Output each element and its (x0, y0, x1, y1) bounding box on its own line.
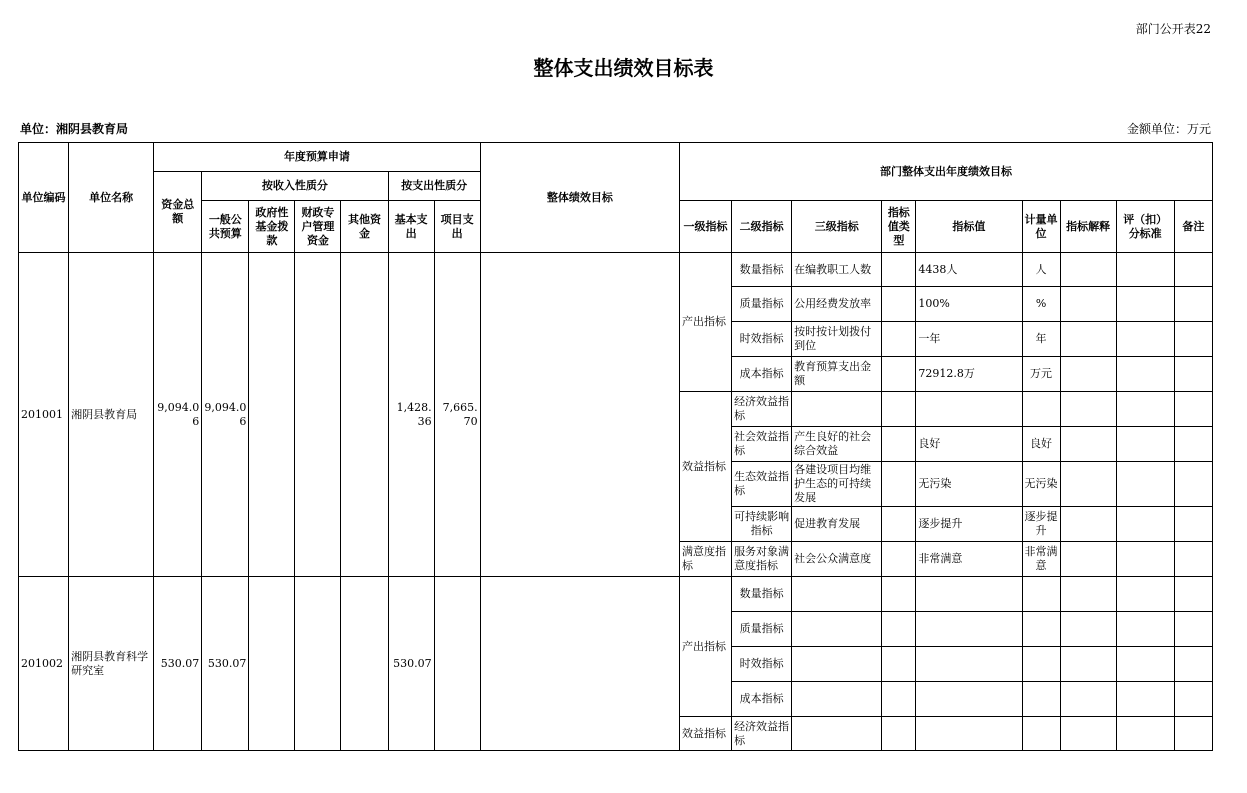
remarks-cell (1174, 392, 1212, 427)
money-unit-label: 金额单位：万元 (1126, 122, 1211, 136)
measure-unit-cell (1022, 647, 1060, 682)
unit-code-cell: 201001 (19, 253, 69, 577)
measure-unit-cell: 无污染 (1022, 462, 1060, 507)
measure-unit-cell (1022, 612, 1060, 647)
project-expense-cell (434, 577, 480, 751)
level2-cell: 成本指标 (732, 357, 792, 392)
scoring-cell (1116, 507, 1174, 542)
header-level1: 一级指标 (679, 201, 731, 253)
level2-cell: 经济效益指标 (732, 392, 792, 427)
level3-cell: 各建设项目均维护生态的可持续发展 (792, 462, 882, 507)
header-remarks: 备注 (1174, 201, 1212, 253)
scoring-cell (1116, 253, 1174, 287)
explanation-cell (1060, 427, 1116, 462)
total-funds-cell: 9,094.06 (154, 253, 202, 577)
gov-fund-cell (249, 253, 295, 577)
value-type-cell (882, 357, 916, 392)
value-type-cell (882, 507, 916, 542)
scoring-cell (1116, 322, 1174, 357)
unit-name-cell: 湘阴县教育局 (69, 253, 154, 577)
general-budget-cell: 9,094.06 (202, 253, 249, 577)
remarks-cell (1174, 357, 1212, 392)
basic-expense-cell: 530.07 (388, 577, 434, 751)
value-type-cell (882, 322, 916, 357)
remarks-cell (1174, 507, 1212, 542)
indicator-value-cell: 无污染 (916, 462, 1022, 507)
project-expense-cell: 7,665.70 (434, 253, 480, 577)
remarks-cell (1174, 427, 1212, 462)
measure-unit-cell: 人 (1022, 253, 1060, 287)
indicator-value-cell (916, 647, 1022, 682)
scoring-cell (1116, 427, 1174, 462)
measure-unit-cell: 良好 (1022, 427, 1060, 462)
header-level3: 三级指标 (792, 201, 882, 253)
indicator-value-cell: 4438人 (916, 253, 1022, 287)
scoring-cell (1116, 287, 1174, 322)
header-dept-target: 部门整体支出年度绩效目标 (679, 143, 1212, 201)
header-by-expense: 按支出性质分 (388, 172, 480, 201)
indicator-value-cell (916, 392, 1022, 427)
header-project-expense: 项目支出 (434, 201, 480, 253)
measure-unit-cell: 非常满意 (1022, 542, 1060, 577)
level2-cell: 成本指标 (732, 682, 792, 717)
header-indicator-value: 指标值 (916, 201, 1022, 253)
level3-cell: 在编教职工人数 (792, 253, 882, 287)
level3-cell (792, 682, 882, 717)
explanation-cell (1060, 253, 1116, 287)
header-annual-budget: 年度预算申请 (154, 143, 480, 172)
scoring-cell (1116, 717, 1174, 751)
level2-cell: 数量指标 (732, 253, 792, 287)
level3-cell (792, 612, 882, 647)
remarks-cell (1174, 462, 1212, 507)
other-funds-cell (341, 253, 388, 577)
header-by-income: 按收入性质分 (202, 172, 388, 201)
header-unit-name: 单位名称 (69, 143, 154, 253)
level2-cell: 服务对象满意度指标 (732, 542, 792, 577)
value-type-cell (882, 287, 916, 322)
explanation-cell (1060, 357, 1116, 392)
indicator-value-cell: 逐步提升 (916, 507, 1022, 542)
value-type-cell (882, 612, 916, 647)
level3-cell (792, 647, 882, 682)
value-type-cell (882, 682, 916, 717)
form-number: 部门公开表22 (1135, 22, 1211, 36)
level3-cell (792, 717, 882, 751)
level1-cell: 产出指标 (679, 253, 731, 392)
general-budget-cell: 530.07 (202, 577, 249, 751)
scoring-cell (1116, 357, 1174, 392)
value-type-cell (882, 427, 916, 462)
header-unit-code: 单位编码 (19, 143, 69, 253)
value-type-cell (882, 392, 916, 427)
fiscal-special-cell (295, 577, 341, 751)
table-row (19, 253, 1213, 287)
header-overall-target: 整体绩效目标 (480, 143, 679, 253)
measure-unit-cell: 年 (1022, 322, 1060, 357)
measure-unit-cell (1022, 717, 1060, 751)
level3-cell: 公用经费发放率 (792, 287, 882, 322)
value-type-cell (882, 462, 916, 507)
level3-cell: 社会公众满意度 (792, 542, 882, 577)
level2-cell: 时效指标 (732, 647, 792, 682)
level2-cell: 质量指标 (732, 287, 792, 322)
measure-unit-cell (1022, 392, 1060, 427)
header-explanation: 指标解释 (1060, 201, 1116, 253)
indicator-value-cell (916, 577, 1022, 612)
level2-cell: 经济效益指标 (732, 717, 792, 751)
explanation-cell (1060, 322, 1116, 357)
remarks-cell (1174, 682, 1212, 717)
value-type-cell (882, 717, 916, 751)
indicator-value-cell (916, 682, 1022, 717)
level1-cell: 产出指标 (679, 577, 731, 717)
level3-cell (792, 577, 882, 612)
remarks-cell (1174, 612, 1212, 647)
explanation-cell (1060, 542, 1116, 577)
measure-unit-cell: 逐步提升 (1022, 507, 1060, 542)
explanation-cell (1060, 507, 1116, 542)
header-total-funds: 资金总额 (154, 172, 202, 253)
header-other-funds: 其他资金 (341, 201, 388, 253)
basic-expense-cell: 1,428.36 (388, 253, 434, 577)
scoring-cell (1116, 647, 1174, 682)
scoring-cell (1116, 612, 1174, 647)
unit-code-cell: 201002 (19, 577, 69, 751)
scoring-cell (1116, 392, 1174, 427)
explanation-cell (1060, 392, 1116, 427)
explanation-cell (1060, 577, 1116, 612)
measure-unit-cell (1022, 682, 1060, 717)
explanation-cell (1060, 462, 1116, 507)
header-basic-expense: 基本支出 (388, 201, 434, 253)
level1-cell: 效益指标 (679, 392, 731, 542)
header-measure-unit: 计量单位 (1022, 201, 1060, 253)
indicator-value-cell: 非常满意 (916, 542, 1022, 577)
unit-label: 单位：湘阴县教育局 (20, 122, 129, 136)
other-funds-cell (341, 577, 388, 751)
header-fiscal-special: 财政专户管理资金 (295, 201, 341, 253)
value-type-cell (882, 542, 916, 577)
measure-unit-cell: % (1022, 287, 1060, 322)
level2-cell: 生态效益指标 (732, 462, 792, 507)
level1-cell: 满意度指标 (679, 542, 731, 577)
value-type-cell (882, 577, 916, 612)
explanation-cell (1060, 717, 1116, 751)
page-title: 整体支出绩效目标表 (533, 56, 714, 80)
explanation-cell (1060, 682, 1116, 717)
level3-cell: 按时按计划拨付到位 (792, 322, 882, 357)
scoring-cell (1116, 682, 1174, 717)
measure-unit-cell (1022, 577, 1060, 612)
table-row (19, 577, 1213, 612)
overall-target-cell (480, 253, 679, 577)
level1-cell: 效益指标 (679, 717, 731, 751)
header-general-budget: 一般公共预算 (202, 201, 249, 253)
remarks-cell (1174, 577, 1212, 612)
explanation-cell (1060, 612, 1116, 647)
scoring-cell (1116, 462, 1174, 507)
indicator-value-cell: 72912.8万 (916, 357, 1022, 392)
value-type-cell (882, 647, 916, 682)
header-level2: 二级指标 (732, 201, 792, 253)
header-value-type: 指标值类型 (882, 201, 916, 253)
measure-unit-cell: 万元 (1022, 357, 1060, 392)
indicator-value-cell (916, 717, 1022, 751)
explanation-cell (1060, 287, 1116, 322)
remarks-cell (1174, 322, 1212, 357)
level3-cell: 促进教育发展 (792, 507, 882, 542)
level3-cell: 产生良好的社会综合效益 (792, 427, 882, 462)
fiscal-special-cell (295, 253, 341, 577)
indicator-value-cell: 100% (916, 287, 1022, 322)
scoring-cell (1116, 577, 1174, 612)
level3-cell (792, 392, 882, 427)
level2-cell: 质量指标 (732, 612, 792, 647)
total-funds-cell: 530.07 (154, 577, 202, 751)
header-gov-fund: 政府性基金拨款 (249, 201, 295, 253)
performance-target-table (18, 142, 1213, 751)
overall-target-cell (480, 577, 679, 751)
unit-name-cell: 湘阴县教育科学研究室 (69, 577, 154, 751)
level2-cell: 社会效益指标 (732, 427, 792, 462)
remarks-cell (1174, 253, 1212, 287)
remarks-cell (1174, 542, 1212, 577)
level2-cell: 数量指标 (732, 577, 792, 612)
remarks-cell (1174, 287, 1212, 322)
scoring-cell (1116, 542, 1174, 577)
level3-cell: 教育预算支出金额 (792, 357, 882, 392)
indicator-value-cell (916, 612, 1022, 647)
level2-cell: 可持续影响指标 (732, 507, 792, 542)
indicator-value-cell: 一年 (916, 322, 1022, 357)
indicator-value-cell: 良好 (916, 427, 1022, 462)
remarks-cell (1174, 717, 1212, 751)
explanation-cell (1060, 647, 1116, 682)
header-scoring: 评（扣）分标准 (1116, 201, 1174, 253)
value-type-cell (882, 253, 916, 287)
level2-cell: 时效指标 (732, 322, 792, 357)
gov-fund-cell (249, 577, 295, 751)
remarks-cell (1174, 647, 1212, 682)
